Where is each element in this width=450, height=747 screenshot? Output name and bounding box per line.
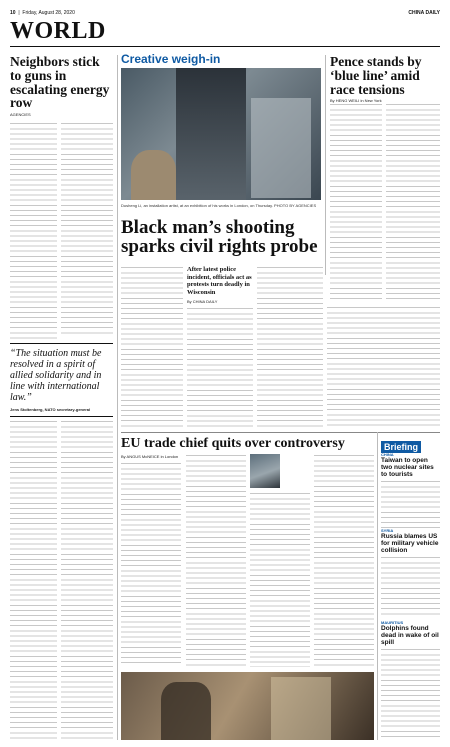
eu-trade-headshot [250, 454, 280, 488]
brief-region: SYRIA [381, 528, 394, 533]
pence-body-column-2 [386, 103, 440, 303]
blackman-byline: By CHINA DAILY [187, 299, 218, 304]
brief-body [381, 556, 440, 616]
blackman-subhead-box [187, 266, 257, 304]
brief-body [381, 480, 440, 532]
brief-item [381, 528, 440, 616]
pull-quote-text: “The situation must be resolved in a spirit of allied solidarity and in line with international law.” [10, 348, 102, 403]
blackman-body-column-4 [327, 306, 440, 428]
brief-region: MAURITIUS [381, 620, 404, 625]
creative-label: Creative weigh-in [121, 52, 221, 66]
eu-trade-body-column-2 [186, 454, 246, 666]
blackman-body-column-1 [121, 266, 183, 428]
eu-trade-headline: EU trade chief quits over controversy [121, 436, 345, 451]
blackman-headline: Black man’s shooting sparks civil rights probe [121, 217, 318, 257]
page-number: 10 [10, 10, 16, 16]
pence-byline: By HENG WEILI in New York [330, 98, 382, 104]
brief-heading: Russia blames US for military vehicle collision [381, 533, 439, 554]
brief-item [381, 620, 440, 738]
neighbors-story [10, 55, 113, 117]
column-divider [377, 432, 378, 740]
eu-trade-byline: By ANGUS McNEICE in London [121, 454, 179, 459]
headline-gap [121, 262, 321, 264]
blackman-body-column-3 [257, 266, 323, 428]
brief-heading: Dolphins found dead in wake of oil spill [381, 625, 439, 646]
brief-item [381, 452, 440, 532]
page-number-and-date: 10 | Friday, August 28, 2020 [10, 10, 75, 16]
story-separator [121, 432, 440, 433]
pence-story [330, 55, 440, 103]
blackman-story [121, 218, 321, 256]
brief-region: CHINA [381, 452, 394, 457]
neighbors-body-column-1 [10, 122, 57, 342]
column-divider [117, 55, 118, 740]
neighbors-headline: Neighbors stick to guns in escalating energy row [10, 54, 110, 111]
brief-body [381, 648, 440, 738]
section-title: WORLD [10, 18, 106, 44]
eu-trade-body-column-1 [121, 462, 181, 667]
artist-photo [121, 68, 321, 200]
neighbors-body-column-4 [61, 420, 113, 740]
blackman-subhead: After latest police incident, officials act as protests turn deadly in Wisconsin [187, 266, 252, 296]
brief-heading: Taiwan to open two nuclear sites to tourists [381, 457, 434, 478]
issue-date: Friday, August 28, 2020 [22, 10, 75, 16]
column-divider [325, 55, 326, 275]
pull-quote-attribution: Jens Stoltenberg, NATO secretary-general [10, 407, 91, 412]
section-rule [10, 46, 440, 47]
bottom-photo [121, 672, 374, 740]
publication-name: CHINA DAILY [408, 10, 440, 16]
eu-trade-body-column-3 [250, 492, 310, 667]
briefs-band-label: Briefing [381, 441, 421, 453]
pence-body-column-1 [330, 103, 382, 303]
eu-trade-story [121, 437, 381, 451]
pence-headline: Pence stands by ‘blue line’ amid race tensions [330, 54, 422, 97]
neighbors-byline: AGENCIES [10, 112, 31, 118]
eu-trade-byline-box [121, 454, 181, 459]
quote-box [10, 343, 113, 417]
neighbors-body-column-2 [61, 122, 113, 337]
neighbors-body-column-3 [10, 420, 57, 740]
eu-trade-body-column-4 [314, 454, 374, 667]
blackman-body-column-2 [187, 307, 253, 427]
creative-caption: Dusheng Li, an installation artist, at an exhibition of his works in London, on Thursday. PHOTO BY AGENCIES [121, 203, 317, 208]
